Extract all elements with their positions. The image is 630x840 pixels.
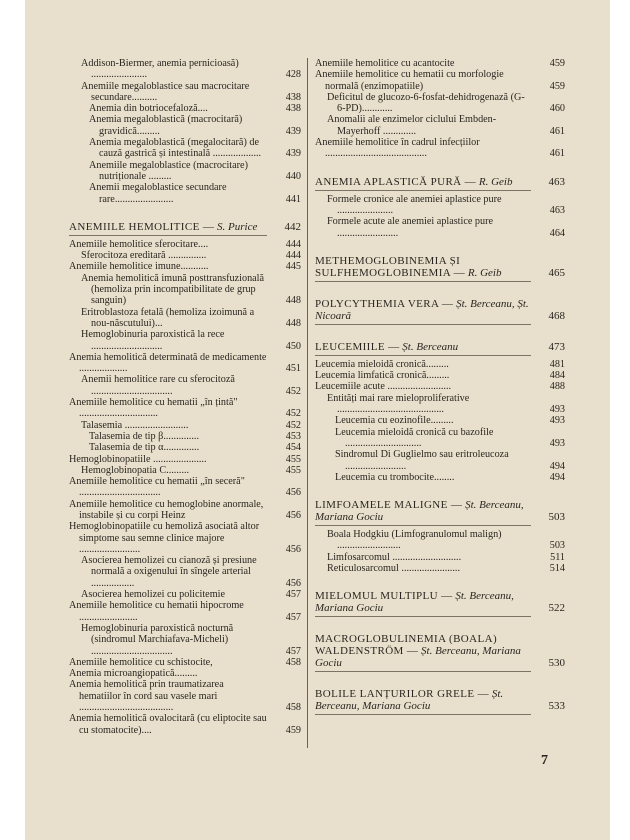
toc-section-heading bbox=[315, 499, 565, 523]
entry-page-number: 493 bbox=[549, 437, 565, 449]
entry-title: Addison-Biermer, anemia pernicioasă) ...................... bbox=[81, 58, 239, 81]
section-title: LEUCEMIILE — bbox=[315, 340, 400, 353]
toc-entry bbox=[69, 431, 301, 442]
entry-title: Anemiile hemolitice cu hematii hipocrome ....................... bbox=[69, 600, 244, 623]
entry-title: Talasemia de tip β.............. bbox=[89, 430, 199, 442]
toc-entry bbox=[69, 555, 301, 589]
toc-entry bbox=[315, 472, 565, 483]
toc-entry bbox=[315, 216, 565, 239]
entry-title: Anemia microangiopatică......... bbox=[69, 668, 198, 680]
toc-entry bbox=[69, 329, 301, 352]
entry-title: Anemiile hemolitice cu hematii „în țintă" ............................... bbox=[69, 397, 238, 420]
toc-entry bbox=[315, 58, 565, 69]
toc-section-heading bbox=[315, 176, 565, 188]
section-author: Șt. Berceanu, Șt. Nicoară bbox=[315, 297, 529, 322]
section-author: S. Purice bbox=[217, 220, 258, 233]
section-title: POLYCYTHEMIA VERA — bbox=[315, 297, 454, 310]
entry-title: Anomalii ale enzimelor ciclului Embden-Mayerhoff ............. bbox=[327, 114, 497, 137]
entry-title: Sindromul Di Guglielmo sau eritroleucoza ........................ bbox=[335, 449, 509, 472]
section-title: ANEMIA APLASTICĂ PURĂ — bbox=[315, 175, 477, 188]
entry-title: Asocierea hemolizei cu policitemie bbox=[81, 589, 225, 601]
toc-entry bbox=[315, 69, 565, 92]
entry-page-number: 484 bbox=[549, 370, 565, 382]
section-author: Șt. Berceanu, Mariana Gociu bbox=[315, 590, 514, 615]
section-title: ANEMIILE HEMOLITICE — bbox=[69, 220, 215, 233]
toc-entry bbox=[69, 713, 301, 736]
toc-entry bbox=[315, 92, 565, 115]
entry-page-number: 461 bbox=[549, 148, 565, 160]
section-rule bbox=[315, 324, 531, 325]
entry-title: Anemiile hemolitice cu hematii „în seceră" ................................ bbox=[69, 476, 245, 499]
entry-title: Anemiile hemolitice imune........... bbox=[69, 261, 209, 273]
toc-entry bbox=[69, 454, 301, 465]
entry-page-number: 438 bbox=[285, 103, 301, 115]
section-page-number: 468 bbox=[548, 309, 565, 322]
book-page bbox=[25, 0, 610, 840]
section-page-number: 522 bbox=[548, 602, 565, 615]
entry-page-number: 457 bbox=[285, 611, 301, 623]
section-rule bbox=[315, 671, 531, 672]
column-divider bbox=[307, 58, 308, 748]
toc-entry bbox=[69, 137, 301, 160]
entry-title: Limfosarcomul ........................... bbox=[327, 551, 462, 563]
toc-entry bbox=[315, 370, 565, 381]
entry-title: Anemiile megaloblastice (macrocitare) nutriționale ......... bbox=[89, 159, 248, 182]
entry-page-number: 439 bbox=[285, 148, 301, 160]
entry-page-number: 459 bbox=[549, 58, 565, 69]
section-page-number: 503 bbox=[548, 511, 565, 524]
entry-page-number: 453 bbox=[285, 430, 301, 442]
toc-entry bbox=[315, 529, 565, 552]
section-page-number: 530 bbox=[548, 657, 565, 670]
section-author: Șt. Berceanu, Mariana Gociu bbox=[315, 645, 521, 670]
entry-title: Leucemia cu trombocite........ bbox=[335, 471, 455, 483]
section-author: R. Geib bbox=[478, 175, 513, 188]
entry-title: Boala Hodgkiu (Limfogranulomul malign) ......................... bbox=[327, 529, 502, 552]
entry-page-number: 452 bbox=[285, 419, 301, 431]
toc-entry bbox=[69, 160, 301, 183]
entry-page-number: 448 bbox=[285, 317, 301, 329]
entry-page-number: 455 bbox=[285, 464, 301, 476]
entry-page-number: 481 bbox=[549, 358, 565, 370]
toc-entry bbox=[69, 103, 301, 114]
entry-page-number: 456 bbox=[285, 509, 301, 521]
entry-page-number: 494 bbox=[549, 471, 565, 483]
entry-page-number: 450 bbox=[285, 340, 301, 352]
entry-title: Anemiile hemolitice cu hematii cu morfologie normală (enzimopatiile) bbox=[315, 69, 504, 92]
section-page-number: 465 bbox=[548, 266, 565, 279]
toc-entry bbox=[69, 600, 301, 623]
entry-title: Anemiile hemolitice cu acantocite bbox=[315, 58, 455, 69]
entry-page-number: 440 bbox=[285, 170, 301, 182]
section-title: BOLILE LANȚURILOR GRELE — bbox=[315, 688, 490, 701]
entry-page-number: 439 bbox=[285, 125, 301, 137]
section-page-number: 442 bbox=[284, 220, 301, 233]
entry-title: Anemia hemolitică ovalocitară (cu eliptocite sau cu stomatocite).... bbox=[69, 713, 267, 736]
entry-title: Sferocitoza ereditară ............... bbox=[81, 250, 207, 262]
entry-page-number: 494 bbox=[549, 460, 565, 472]
entry-title: Leucemia limfatică cronică......... bbox=[315, 370, 450, 382]
toc-entry bbox=[69, 499, 301, 522]
entry-page-number: 457 bbox=[285, 589, 301, 601]
entry-page-number: 464 bbox=[549, 227, 565, 239]
toc-entry bbox=[69, 521, 301, 555]
toc-entry bbox=[69, 397, 301, 420]
entry-page-number: 459 bbox=[549, 80, 565, 92]
entry-title: Anemiile hemolitice cu schistocite, bbox=[69, 656, 213, 668]
entry-page-number: 493 bbox=[549, 415, 565, 427]
section-title: METHEMOGLOBINEMIA ȘI SULFHEMOGLOBINEMIA — bbox=[315, 254, 466, 279]
toc-entry bbox=[69, 261, 301, 272]
entry-page-number: 456 bbox=[285, 543, 301, 555]
entry-page-number: 503 bbox=[549, 540, 565, 552]
entry-title: Talasemia ......................... bbox=[81, 419, 189, 431]
entry-title: Hemoglobinopatia C......... bbox=[81, 464, 190, 476]
entry-page-number: 428 bbox=[285, 69, 301, 81]
entry-title: Hemoglobinuria paroxistică la rece ............................ bbox=[81, 329, 225, 352]
toc-entry bbox=[315, 381, 565, 392]
entry-title: Anemii hemolitice rare cu sferocitoză ................................ bbox=[81, 374, 235, 397]
page-number: 7 bbox=[541, 753, 548, 768]
toc-entry bbox=[69, 352, 301, 375]
section-rule bbox=[315, 281, 531, 282]
entry-page-number: 460 bbox=[549, 103, 565, 115]
section-author: Șt. Berceanu, Mariana Gociu bbox=[315, 688, 504, 713]
toc-section-heading bbox=[315, 590, 565, 614]
entry-title: Anemiile hemolitice în cadrul infecțiilor ........................................ bbox=[315, 137, 480, 160]
section-author: Șt. Berceanu bbox=[402, 340, 459, 353]
section-rule bbox=[315, 190, 531, 191]
entry-page-number: 458 bbox=[285, 702, 301, 714]
entry-page-number: 441 bbox=[285, 193, 301, 205]
toc-entry bbox=[69, 250, 301, 261]
entry-page-number: 456 bbox=[285, 577, 301, 589]
toc-entry bbox=[69, 273, 301, 307]
entry-title: Anemia hemolitică imună posttransfuzională (hemoliza prin incompatibilitate de grup sanguin) bbox=[81, 272, 265, 307]
entry-title: Anemii megaloblastice secundare rare....................... bbox=[89, 182, 227, 205]
toc-entry bbox=[315, 359, 565, 370]
entry-title: Anemia megaloblastică (megalocitară) de cauză gastrică și intestinală ................... bbox=[89, 137, 262, 160]
toc-section-heading bbox=[315, 633, 565, 669]
entry-page-number: 461 bbox=[549, 125, 565, 137]
section-rule bbox=[315, 714, 531, 715]
toc-entry bbox=[69, 476, 301, 499]
entry-page-number: 488 bbox=[549, 381, 565, 393]
entry-title: Hemoglobinopatiile cu hemoliză asociată altor simptome sau semne clinice majore ........................ bbox=[69, 521, 260, 555]
toc-entry bbox=[69, 420, 301, 431]
entry-title: Anemia hemolitică determinată de medicamente ................... bbox=[69, 351, 267, 375]
entry-page-number: 458 bbox=[285, 656, 301, 668]
toc-entry bbox=[69, 442, 301, 453]
entry-title: Deficitul de glucozo-6-fosfat-dehidrogenază (G-6-PD)............ bbox=[327, 91, 525, 115]
entry-title: Formele acute ale anemiei aplastice pure ........................ bbox=[327, 216, 494, 239]
entry-page-number: 448 bbox=[285, 295, 301, 307]
entry-title: Anemiile hemolitice sferocitare.... bbox=[69, 238, 209, 250]
toc-entry bbox=[69, 239, 301, 250]
entry-title: Leucemia mieloidă cronică......... bbox=[315, 358, 449, 370]
toc-section-heading bbox=[315, 255, 565, 279]
toc-entry bbox=[69, 374, 301, 397]
entry-page-number: 438 bbox=[285, 91, 301, 103]
toc-entry bbox=[69, 679, 301, 713]
toc-section-heading bbox=[315, 298, 565, 322]
toc-entry bbox=[69, 58, 301, 81]
entry-page-number: 452 bbox=[285, 385, 301, 397]
entry-page-number: 511 bbox=[550, 551, 565, 563]
toc-entry bbox=[315, 415, 565, 426]
toc-entry bbox=[69, 81, 301, 104]
section-rule bbox=[315, 525, 531, 526]
section-title: MACROGLOBULINEMIA (BOALA) WALDENSTRÖM — bbox=[315, 633, 498, 658]
entry-title: Reticulosarcomul ....................... bbox=[327, 563, 460, 575]
toc-entry bbox=[315, 427, 565, 450]
toc-section-heading bbox=[315, 341, 565, 353]
entry-page-number: 454 bbox=[285, 442, 301, 454]
entry-title: Entități mai rare mieloproliferative .......................................... bbox=[327, 392, 470, 416]
entry-page-number: 444 bbox=[285, 250, 301, 262]
toc-entry bbox=[69, 668, 301, 679]
entry-title: Asocierea hemolizei cu cianoză și presiune normală a oxigenului în sîngele arterial ................. bbox=[81, 555, 257, 589]
entry-title: Eritroblastoza fetală (hemoliza izoimună a nou-născutului)... bbox=[81, 306, 255, 329]
section-rule bbox=[315, 616, 531, 617]
section-rule bbox=[315, 355, 531, 356]
entry-title: Anemiile megaloblastice sau macrocitare secundare.......... bbox=[81, 80, 250, 103]
entry-title: Leucemia cu eozinofile......... bbox=[335, 415, 454, 427]
entry-page-number: 463 bbox=[549, 204, 565, 216]
entry-page-number: 455 bbox=[285, 453, 301, 465]
entry-title: Leucemia mieloidă cronică cu bazofile .............................. bbox=[335, 426, 494, 449]
toc-entry bbox=[69, 307, 301, 330]
entry-title: Hemoglobinuria paroxistică nocturnă (sindromul Marchiafava-Micheli) ................................ bbox=[81, 622, 234, 657]
toc-entry bbox=[315, 114, 565, 137]
toc-entry bbox=[315, 449, 565, 472]
toc-entry bbox=[69, 465, 301, 476]
toc-entry bbox=[69, 623, 301, 657]
section-title: LIMFOAMELE MALIGNE — bbox=[315, 499, 463, 512]
toc-section-heading bbox=[315, 688, 565, 712]
entry-title: Formele cronice ale anemiei aplastice pure ...................... bbox=[327, 193, 502, 216]
toc-entry bbox=[315, 552, 565, 563]
toc-section-heading bbox=[69, 221, 301, 233]
section-page-number: 473 bbox=[548, 340, 565, 353]
entry-page-number: 514 bbox=[549, 563, 565, 575]
entry-page-number: 457 bbox=[285, 645, 301, 657]
section-title: MIELOMUL MULTIPLU — bbox=[315, 590, 453, 603]
entry-title: Anemia hemolitică prin traumatizarea hematiilor în cord sau vasele mari ..................................... bbox=[69, 679, 224, 714]
entry-page-number: 444 bbox=[285, 238, 301, 250]
toc-entry bbox=[69, 114, 301, 137]
entry-page-number: 456 bbox=[285, 487, 301, 499]
entry-title: Hemoglobinopatiile ..................... bbox=[69, 453, 207, 465]
entry-page-number: 493 bbox=[549, 404, 565, 416]
entry-page-number: 451 bbox=[285, 363, 301, 375]
entry-title: Leucemiile acute ......................... bbox=[315, 381, 452, 393]
toc-entry bbox=[69, 589, 301, 600]
toc-entry bbox=[69, 657, 301, 668]
toc-entry bbox=[315, 194, 565, 217]
entry-title: Anemia din botriocefaloză.... bbox=[89, 103, 208, 115]
entry-title: Anemiile hemolitice cu hemoglobine anormale, instabile și cu corpi Heinz bbox=[69, 498, 264, 521]
entry-page-number: 459 bbox=[285, 724, 301, 736]
section-rule bbox=[69, 235, 267, 236]
entry-title: Talasemia de tip α.............. bbox=[89, 442, 200, 454]
toc-entry bbox=[315, 563, 565, 574]
toc-entry bbox=[315, 393, 565, 416]
section-page-number: 463 bbox=[548, 175, 565, 188]
entry-page-number: 452 bbox=[285, 408, 301, 420]
entry-page-number: 445 bbox=[285, 261, 301, 273]
toc-right-column bbox=[315, 58, 565, 718]
section-author: Șt. Berceanu, Mariana Gociu bbox=[315, 499, 524, 524]
toc-entry bbox=[315, 137, 565, 160]
entry-title: Anemia megaloblastică (macrocitară) gravidică......... bbox=[89, 114, 243, 137]
section-page-number: 533 bbox=[548, 700, 565, 713]
toc-left-column bbox=[69, 58, 301, 736]
section-author: R. Geib bbox=[467, 266, 502, 279]
toc-entry bbox=[69, 182, 301, 205]
